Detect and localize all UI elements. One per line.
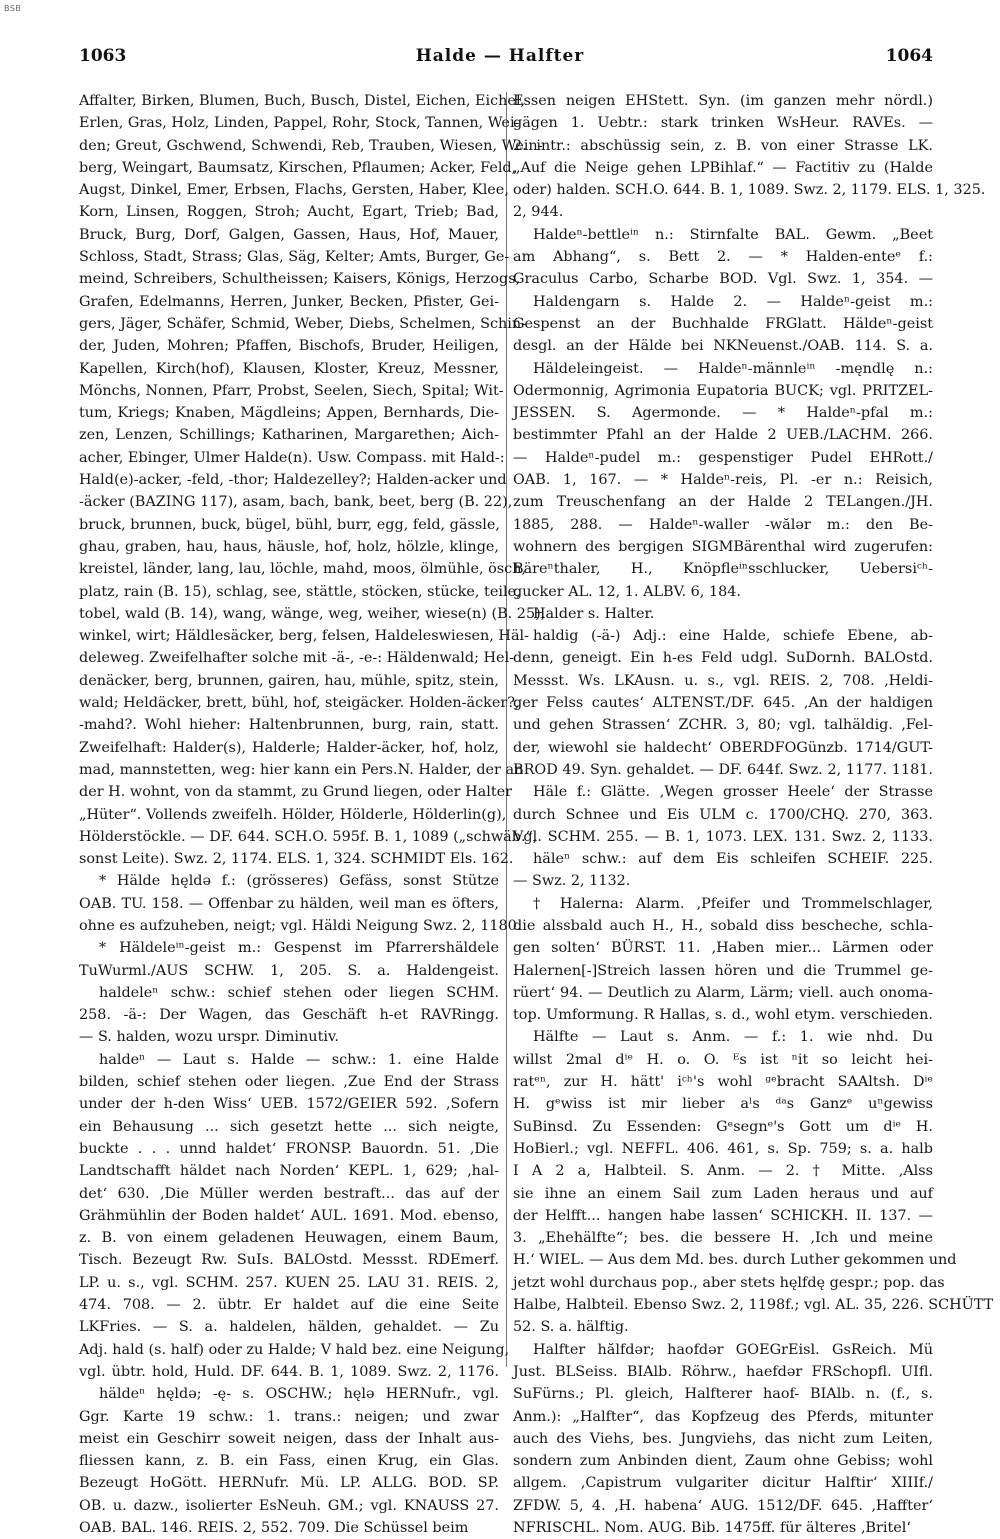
text-line: ger Felss cautes‘ ALTENST./DF. 645. ‚An der haldigen	[513, 695, 933, 712]
text-line: Häldeleingeist. — Haldeⁿ-männleⁱⁿ -męndlę n.:	[533, 360, 933, 377]
text-line: winkel, wirt; Häldlesäcker, berg, felsen, Haldeleswiesen, Häl-	[79, 628, 529, 645]
text-line: denäcker, berg, brunnen, gairen, hau, mühle, spitz, stein,	[79, 672, 499, 689]
text-line: bestimmter Pfahl an der Halde 2 UEB./LACHM. 266.	[513, 427, 933, 444]
text-line: † Halerna: Alarm. ‚Pfeifer und Trommelschlager,	[533, 895, 933, 912]
text-line: OAB. TU. 158. — Offenbar zu hälden, weil man es öfters,	[79, 895, 499, 912]
text-line: der H. wohnt, von da stammt, zu Grund liegen, oder Halter	[79, 784, 513, 801]
page-number-left: 1063	[79, 46, 127, 66]
text-line: Augst, Dinkel, Emer, Erbsen, Flachs, Gersten, Haber, Klee,	[79, 182, 509, 199]
text-line: Adj. hald (s. half) oder zu Halde; V hald bez. eine Neigung,	[79, 1341, 510, 1358]
text-line: SuFürns.; Pl. gleich, Halfterer haof- BIAlb. n. (f., s.	[513, 1386, 933, 1403]
text-line: Just. BLSeiss. BIAlb. Röhrw., haefdər FRSchopfl. UIfl.	[513, 1363, 933, 1380]
text-line: Halder s. Halter.	[533, 605, 655, 622]
text-line: -mahd?. Wohl hieher: Haltenbrunnen, burg, rain, statt.	[79, 717, 499, 734]
text-line: Anm.): „Halfter“, das Kopfzeug des Pferds, mitunter	[513, 1408, 933, 1425]
text-line: 474. 708. — 2. übtr. Er haldet auf die eine Seite	[79, 1297, 499, 1314]
text-line: berg, Weingart, Baumsatz, Kirschen, Pflaumen; Acker, Feld,	[79, 159, 517, 176]
text-line: durch Schnee und Eis ULM c. 1700/CHQ. 270, 363.	[513, 806, 933, 823]
text-line: zen, Lenzen, Schillings; Katharinen, Margarethen; Aich-	[79, 427, 499, 444]
text-line: H.‘ WIEL. — Aus dem Md. bes. durch Luther gekommen und	[513, 1252, 957, 1269]
text-line: der Helfft... hangen habe lassen‘ SCHICKH. II. 137. —	[513, 1207, 933, 1224]
text-line: haldeleⁿ schw.: schief stehen oder liegen SCHM.	[99, 984, 499, 1001]
text-line: Kapellen, Kirch(hof), Klausen, Kloster, Kreuz, Messner,	[79, 360, 499, 377]
text-line: Essen neigen EHStett. Syn. (im ganzen mehr nördl.)	[513, 93, 933, 109]
text-line: 258. -ä-: Der Wagen, das Geschäft h-et RAVRingg.	[79, 1007, 499, 1024]
text-line: zum Treuschenfang an der Halde 2 TELangen./JH.	[513, 494, 933, 511]
text-line: 2. intr.: abschüssig sein, z. B. von einer Strasse LK.	[513, 137, 933, 154]
text-line: meist ein Geschirr soweit neigen, dass der Inhalt aus-	[79, 1430, 499, 1447]
text-line: desgl. an der Hälde bei NKNeuenst./OAB. 114. S. a.	[513, 338, 933, 355]
running-head: Halde — Halfter	[415, 46, 585, 66]
text-line: Odermonnig, Agrimonia Eupatoria BUCK; vgl. PRITZEL-	[513, 382, 933, 399]
text-line: haldig (-ä-) Adj.: eine Halde, schiefe Ebene, ab-	[533, 628, 933, 645]
text-line: allgem. ‚Capistrum vulgariter dicitur Halftir‘ XIIIf./	[513, 1475, 933, 1492]
text-line: „Auf die Neige gehen LPBihlaf.“ — Factitiv zu (Halde	[513, 159, 933, 176]
text-line: Halernen[-]Streich lassen hören und die Trummel ge-	[513, 962, 933, 979]
text-line: z. B. von einem geladenen Heuwagen, einem Baum,	[79, 1230, 499, 1247]
text-line: tum, Kriegs; Knaben, Mägdleins; Appen, Bernhards, Die-	[79, 405, 499, 422]
text-line: auch des Viehs, bes. Jungviehs, das nicht zum Leiten,	[513, 1430, 933, 1447]
text-line: willst 2mal dⁱᵉ H. o. O. ᴱs ist ⁿit so leicht hei-	[513, 1051, 933, 1068]
page-number-right: 1064	[885, 46, 933, 66]
text-line: Graculus Carbo, Scharbe BOD. Vgl. Swz. 1, 354. —	[513, 271, 933, 288]
text-line: bilden, schief stehen oder liegen. ‚Zue End der Strass	[79, 1074, 499, 1091]
text-line: Grafen, Edelmanns, Herren, Junker, Becken, Pfister, Gei-	[79, 293, 499, 310]
text-line: Häle f.: Glätte. ‚Wegen grosser Heele‘ der Strasse	[533, 784, 933, 801]
text-line: Vgl. SCHM. 255. — B. 1, 1073. LEX. 131. Swz. 2, 1133.	[513, 828, 933, 845]
text-line: bruck, brunnen, buck, bügel, bühl, burr, egg, feld, gässle,	[79, 516, 500, 533]
text-line: rüert‘ 94. — Deutlich zu Alarm, Lärm; viell. auch onoma-	[513, 984, 933, 1001]
text-line: wald; Heldäcker, brett, bühl, hof, steigäcker. Holden-äcker?,	[79, 695, 520, 712]
text-line: und gehen Strassen‘ ZCHR. 3, 80; vgl. talhäldig. ‚Fel-	[513, 717, 933, 734]
text-line: Haldengarn s. Halde 2. — Haldeⁿ-geist m.:	[533, 293, 933, 310]
text-line: NFRISCHL. Nom. AUG. Bib. 1475ff. für älteres ‚Britel‘	[513, 1520, 911, 1536]
text-line: Gespenst an der Buchhalde FRGlatt. Häldeⁿ-geist	[513, 315, 933, 332]
text-line: jetzt wohl durchaus pop., aber stets hęlfdę gespr.; pop. das	[513, 1274, 945, 1291]
text-line: der, wiewohl sie haldecht‘ OBERDFOGünzb. 1714/GUT-	[513, 739, 933, 756]
text-line: ZFDW. 5, 4. ‚H. habena‘ AUG. 1512/DF. 645. ‚Haffter‘	[513, 1497, 933, 1514]
text-line: häleⁿ schw.: auf dem Eis schleifen SCHEIF. 225.	[533, 851, 933, 868]
text-line: die alssbald auch H., H., sobald diss bescheche, schla-	[513, 917, 933, 934]
text-line: Tisch. Bezeugt Rw. SuIs. BALOstd. Messst. RDEmerf.	[79, 1252, 499, 1269]
text-line: Hald(e)-acker, -feld, -thor; Haldezelley?; Halden-acker und	[79, 472, 507, 489]
text-line: fliessen kann, z. B. ein Fass, einen Krug, ein Glas.	[79, 1453, 499, 1470]
text-line: — Haldeⁿ-pudel m.: gespenstiger Pudel EHRott./	[513, 449, 933, 466]
text-line: LP. u. s., vgl. SCHM. 257. KUEN 25. LAU 31. REIS. 2,	[79, 1274, 499, 1291]
text-line: -äcker (BAZING 117), asam, bach, bank, beet, berg (B. 22),	[79, 494, 513, 511]
text-line: * Häldeleⁱⁿ-geist m.: Gespenst im Pfarrershäldele	[99, 940, 499, 957]
text-line: ghau, graben, hau, haus, häusle, hof, holz, hölzle, klinge,	[79, 538, 499, 555]
text-line: tobel, wald (B. 14), wang, wänge, weg, weiher, wiese(n) (B. 25),	[79, 605, 546, 622]
text-line: JESSEN. S. Agermonde. — * Haldeⁿ-pfal m.:	[513, 405, 933, 422]
text-line: platz, rain (B. 15), schlag, see, stättle, stöcken, stücke, teile,	[79, 583, 521, 600]
text-line: acher, Ebinger, Ulmer Halde(n). Usw. Compass. mit Hald-:	[79, 449, 505, 466]
text-line: sie ihne an einem Sail zum Laden heraus und auf	[513, 1185, 933, 1202]
text-line: 3. „Ehehälfte“; bes. die bessere H. ‚Ich und meine	[513, 1230, 933, 1247]
text-line: top. Umformung. R Hallas, s. d., wohl etym. verschieden.	[513, 1007, 933, 1024]
text-line: Affalter, Birken, Blumen, Buch, Busch, Distel, Eichen, Eichel,	[79, 93, 526, 109]
text-line: Grähmühlin der Boden haldet‘ AUL. 1691. Mod. ebenso,	[79, 1207, 499, 1224]
text-line: Korn, Linsen, Roggen, Stroh; Aucht, Egart, Trieb; Bad,	[79, 204, 499, 221]
text-line: gägen 1. Uebtr.: stark trinken WsHeur. RAVEs. —	[513, 115, 933, 132]
text-line: LKFries. — S. a. haldelen, hälden, gehaldet. — Zu	[79, 1319, 499, 1336]
text-line: Zweifelhaft: Halder(s), Halderle; Halder-äcker, hof, holz,	[79, 739, 499, 756]
text-line: der, Juden, Mohren; Pfaffen, Bischofs, Bruder, Heiligen,	[79, 338, 499, 355]
text-line: „Hüter“. Vollends zweifelh. Hölder, Hölderle, Hölderlin(g),	[79, 806, 507, 823]
text-line: 2, 944.	[513, 204, 564, 221]
text-line: BROD 49. Syn. gehaldet. — DF. 644f. Swz. 2, 1177. 1181.	[513, 761, 933, 778]
text-line: sonst Leite). Swz. 2, 1174. ELS. 1, 324. SCHMIDT Els. 162.	[79, 851, 514, 868]
text-line: I A 2 a, Halbteil. S. Anm. — 2. † Mitte. ‚Alss	[513, 1163, 933, 1180]
text-line: 1885, 288. — Haldeⁿ-waller -wălər m.: den Be-	[513, 516, 933, 533]
text-line: gen solten‘ BÜRST. 11. ‚Haben mier... Lärmen oder	[513, 940, 933, 957]
text-line: kreistel, länder, lang, lau, löchle, mahd, moos, ölmühle, ösch,	[79, 561, 527, 578]
text-line: — Swz. 2, 1132.	[513, 873, 631, 890]
text-line: OAB. 1, 167. — * Haldeⁿ-reis, Pl. -er n.: Reisich,	[513, 472, 933, 489]
text-line: HoBierl.; vgl. NEFFL. 406. 461, s. Sp. 759; s. a. halb	[513, 1140, 933, 1157]
text-line: Bruck, Burg, Dorf, Galgen, Gassen, Haus, Hof, Mauer,	[79, 226, 499, 243]
text-line: Mönchs, Nonnen, Pfarr, Probst, Seelen, Siech, Spital; Wit-	[79, 382, 504, 399]
text-line: Halfter hălfdər; haofdər GOEGrEisl. GsReich. Mü	[533, 1341, 933, 1358]
text-line: — S. halden, wozu urspr. Diminutiv.	[79, 1029, 339, 1046]
text-line: * Hälde hęldə f.: (grösseres) Gefäss, sonst Stütze	[99, 873, 499, 890]
text-line: sondern zum Anbinden dient, Zaum ohne Gebiss; wohl	[513, 1453, 933, 1470]
text-line: Erlen, Gras, Holz, Linden, Pappel, Rohr, Stock, Tannen, Wei-	[79, 115, 520, 132]
text-line: under der h-den Wiss‘ UEB. 1572/GEIER 592. ‚Sofern	[79, 1096, 499, 1113]
text-line: Ggr. Karte 19 schw.: 1. trans.: neigen; und zwar	[79, 1408, 499, 1425]
text-line: SuBinsd. Zu Essenden: Gᵉsegnᵉ's Gott um dⁱᵉ H.	[513, 1118, 933, 1135]
text-line: ratᵉⁿ, zur H. hätt' iᶜʰ's wohl ᵍᵉbracht SAAltsh. Dⁱᵉ	[513, 1074, 933, 1091]
text-line: mad, mannstetten, weg: hier kann ein Pers.N. Halder, der an	[79, 761, 524, 778]
text-line: OAB. BAL. 146. REIS. 2, 552. 709. Die Schüssel beim	[79, 1520, 469, 1536]
text-line: ein Behausung ... sich gesetzt hette ... sich neigte,	[79, 1118, 499, 1135]
text-line: 52. S. a. hälftig.	[513, 1319, 629, 1336]
text-line: OB. u. dazw., isolierter EsNeuh. GM.; vgl. KNAUSS 27.	[79, 1497, 499, 1514]
text-line: am Abhang“, s. Bett 2. — * Halden-enteᵉ f.:	[513, 249, 933, 266]
text-line: wohnern des bergigen SIGMBärenthal wird zugerufen:	[513, 538, 933, 555]
text-line: den; Greut, Gschwend, Schwendi, Reb, Trauben, Wiesen, Wein-	[79, 137, 543, 154]
text-line: TuWurml./AUS SCHW. 1, 205. S. a. Haldengeist.	[79, 962, 499, 979]
text-line: Landtschafft häldet nach Norden‘ KEPL. 1, 629; ‚hal-	[79, 1163, 499, 1180]
text-line: Hälfte — Laut s. Anm. — f.: 1. wie nhd. Du	[533, 1029, 933, 1046]
text-line: Messst. Ws. LKAusn. u. s., vgl. REIS. 2, 708. ‚Heldi-	[513, 672, 933, 689]
text-line: det‘ 630. ‚Die Müller werden bestraft... das auf der	[79, 1185, 499, 1202]
text-line: ohne es aufzuheben, neigt; vgl. Häldi Neigung Swz. 2, 1180.	[79, 917, 522, 934]
text-line: Hölderstöckle. — DF. 644. SCH.O. 595f. B. 1, 1089 („schwäb.“,	[79, 828, 538, 845]
text-line: Schloss, Stadt, Strass; Glas, Säg, Kelter; Amts, Burger, Ge-	[79, 249, 510, 266]
text-line: Bezeugt HoGött. HERNufr. Mü. LP. ALLG. BOD. SP.	[79, 1475, 499, 1492]
text-line: deleweg. Zweifelhafter solche mit -ä-, -e-: Häldenwald; Hel-	[79, 650, 515, 667]
text-line: H. gᵉwiss ist mir lieber aˡs ᵈᵃs Ganzᵉ uⁿgewiss	[513, 1096, 933, 1113]
text-line: Halbe, Halbteil. Ebenso Swz. 2, 1198f.; vgl. AL. 35, 226. SCHÜTT	[513, 1297, 994, 1314]
text-line: gers, Jäger, Schäfer, Schmid, Weber, Diebs, Schelmen, Schin-	[79, 315, 527, 332]
text-line: haldeⁿ — Laut s. Halde — schw.: 1. eine Halde	[99, 1051, 499, 1068]
text-line: Bäreⁿthaler, H., Knöpfleⁱⁿsschlucker, Uebersiᶜʰ-	[513, 561, 933, 578]
text-line: vgl. übtr. hold, Huld. DF. 644. B. 1, 1089. Swz. 2, 1176.	[79, 1363, 499, 1380]
text-line: oder) halden. SCH.O. 644. B. 1, 1089. Swz. 2, 1179. ELS. 1, 325.	[513, 182, 986, 199]
text-line: buckte . . . unnd haldet‘ FRONSP. Bauordn. 51. ‚Die	[79, 1140, 499, 1157]
text-line: gucker AL. 12, 1. ALBV. 6, 184.	[513, 583, 741, 600]
text-line: Haldeⁿ-bettleⁱⁿ n.: Stirnfalte BAL. Gewm. „Beet	[533, 226, 933, 243]
text-line: denn, geneigt. Ein h-es Feld udgl. SuDornh. BALOstd.	[513, 650, 933, 667]
page-header	[0, 44, 1000, 74]
right-column	[513, 90, 994, 1539]
text-line: häldeⁿ hęldə; -ę- s. OSCHW.; hęlə HERNufr., vgl.	[99, 1386, 499, 1403]
text-line: meind, Schreibers, Schultheissen; Kaisers, Königs, Herzogs,	[79, 271, 521, 288]
library-stamp: BSB	[4, 4, 22, 13]
